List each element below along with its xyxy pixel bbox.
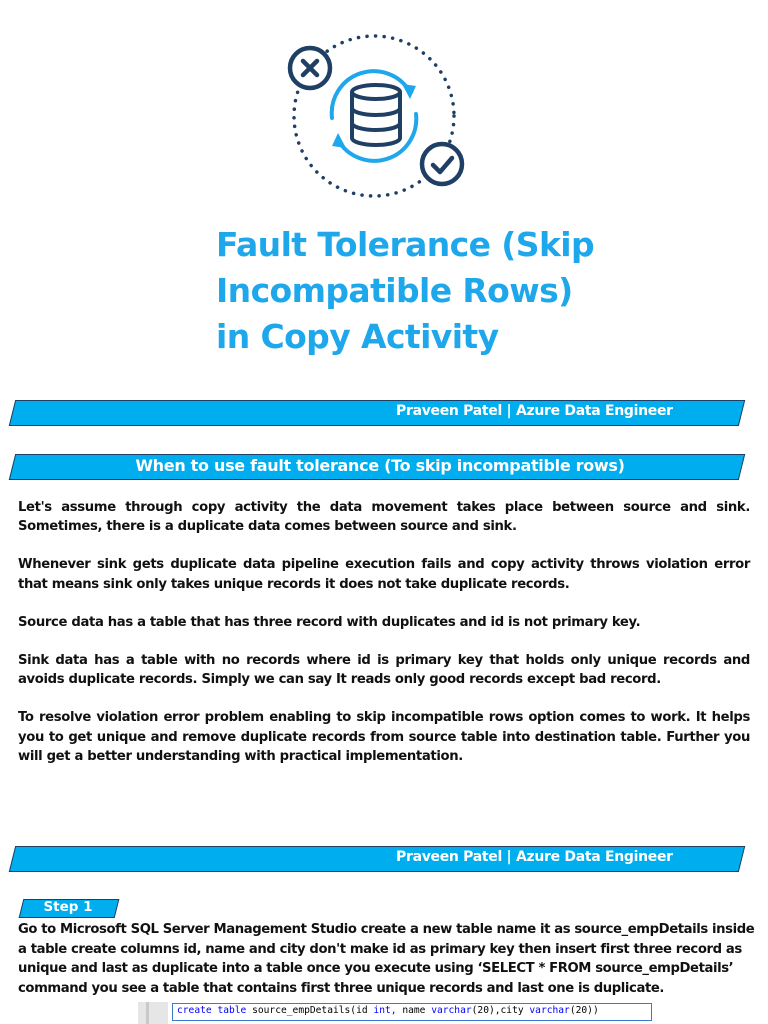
sql-keyword-create: create bbox=[177, 1005, 212, 1016]
author-banner-top-text: Praveen Patel | Azure Data Engineer bbox=[396, 403, 673, 419]
sql-length-2: (20)) bbox=[569, 1005, 599, 1016]
step-description: Go to Microsoft SQL Server Management Studio create a new table name it as source_empDetails inside a table create columns id, name and city don't make id as primary key then insert first three record as unique and last as duplicate into a table once you execute using ‘SELECT * FROM source_empDetails’ command you see a table that contains first three unique records and last one is duplicate. bbox=[18, 922, 755, 996]
section-heading: When to use fault tolerance (To skip incompatible rows) bbox=[135, 456, 625, 475]
paragraph-1: Let's assume through copy activity the data movement takes place between source and sink. Sometimes, there is a duplicate data comes between source and sink. bbox=[18, 500, 750, 535]
fault-tolerance-illustration bbox=[282, 28, 466, 202]
paragraph-5: To resolve violation error problem enabling to skip incompatible rows option comes to work. It helps you to get unique and remove duplicate records from source table into destination table. Further you will get a better understanding with practical implementation. bbox=[18, 710, 750, 764]
paragraph-4: Sink data has a table with no records where id is primary key that holds only unique records and avoids duplicate records. Simply we can say It reads only good records except bad record. bbox=[18, 653, 750, 688]
body-paragraphs bbox=[18, 498, 750, 785]
title-line-1: Fault Tolerance (Skip bbox=[216, 225, 595, 264]
sql-length-1: (20),city bbox=[471, 1005, 524, 1016]
sql-type-varchar-1: varchar bbox=[431, 1005, 472, 1016]
sql-column-name: name bbox=[402, 1005, 426, 1016]
step-label: Step 1 bbox=[43, 899, 93, 915]
sql-code-line bbox=[177, 1004, 599, 1018]
title-line-3: in Copy Activity bbox=[216, 317, 499, 356]
database-icon bbox=[352, 85, 400, 145]
close-circle-icon bbox=[290, 48, 330, 88]
title-line-2: Incompatible Rows) bbox=[216, 271, 573, 310]
document-title bbox=[216, 222, 756, 360]
paragraph-3: Source data has a table that has three record with duplicates and id is not primary key. bbox=[18, 614, 641, 630]
sql-keyword-table: table bbox=[217, 1005, 247, 1016]
code-editor-gutter bbox=[138, 1002, 168, 1024]
paragraph-2: Whenever sink gets duplicate data pipeline execution fails and copy activity throws violation error that means sink only takes unique records it does not take duplicate records. bbox=[18, 557, 750, 592]
check-circle-icon bbox=[422, 144, 462, 184]
author-banner-bottom-text: Praveen Patel | Azure Data Engineer bbox=[396, 849, 673, 865]
sql-table-name: source_empDetails(id bbox=[252, 1005, 368, 1016]
sql-type-int: int, bbox=[373, 1005, 397, 1016]
sql-type-varchar-2: varchar bbox=[529, 1005, 570, 1016]
